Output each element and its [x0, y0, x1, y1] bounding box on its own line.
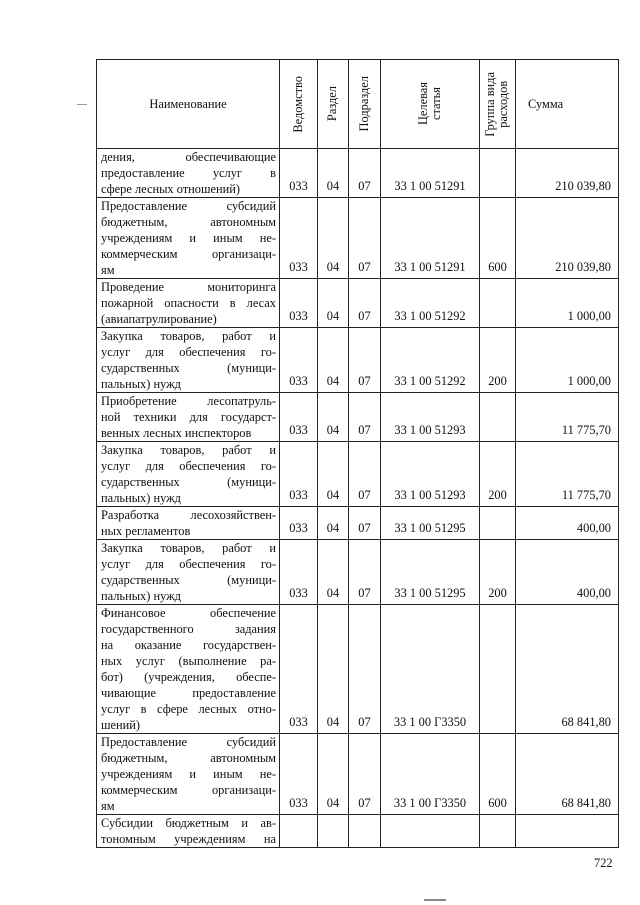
- item-name-line: ям: [101, 799, 115, 813]
- target-article: 33 1 00 51293: [381, 393, 480, 442]
- subsection-code: 07: [349, 442, 381, 507]
- item-name-line: тономным учреждениям на: [101, 832, 276, 846]
- header-sum: Сумма: [516, 60, 619, 149]
- item-name-line: ных регламентов: [101, 524, 191, 538]
- table-row: [97, 605, 619, 734]
- header-section: Раздел: [318, 60, 349, 149]
- table-row: [97, 328, 619, 393]
- expense-group: 200: [480, 328, 516, 393]
- section-code: 04: [318, 605, 349, 734]
- item-name: [97, 393, 280, 442]
- item-name-line: пальных) нужд: [101, 491, 181, 505]
- department-code: 033: [280, 734, 318, 815]
- item-name-line: бюджетным, автономным: [101, 215, 276, 229]
- header-row: [97, 60, 619, 149]
- department-code: 033: [280, 328, 318, 393]
- item-name-line: коммерческим организаци-: [101, 783, 276, 797]
- expense-group: 600: [480, 198, 516, 279]
- target-article: 33 1 00 Г3350: [381, 605, 480, 734]
- department-code: 033: [280, 507, 318, 540]
- item-name-line: Закупка товаров, работ и: [101, 329, 276, 343]
- expense-group: 200: [480, 442, 516, 507]
- table-row: [97, 507, 619, 540]
- item-name-line: ной техники для государст-: [101, 410, 276, 424]
- sum-value: 11 775,70: [516, 393, 619, 442]
- target-article: 33 1 00 51291: [381, 198, 480, 279]
- item-name-line: на оказание государствен-: [101, 638, 276, 652]
- item-name-line: предоставление услуг в: [101, 166, 276, 180]
- sum-value: 11 775,70: [516, 442, 619, 507]
- item-name-line: Приобретение лесопатруль-: [101, 394, 276, 408]
- section-code: 04: [318, 393, 349, 442]
- department-code: 033: [280, 540, 318, 605]
- item-name-line: Закупка товаров, работ и: [101, 541, 276, 555]
- table-row: [97, 279, 619, 328]
- sum-value: 400,00: [516, 507, 619, 540]
- target-article: 33 1 00 51291: [381, 149, 480, 198]
- expense-group: [480, 393, 516, 442]
- target-article: 33 1 00 51295: [381, 540, 480, 605]
- table-row: [97, 393, 619, 442]
- sum-value: 1 000,00: [516, 328, 619, 393]
- subsection-code: 07: [349, 393, 381, 442]
- target-article: [381, 815, 480, 848]
- item-name-line: Закупка товаров, работ и: [101, 443, 276, 457]
- department-code: 033: [280, 279, 318, 328]
- item-name-line: услуг для обеспечения го-: [101, 345, 276, 359]
- table-row: [97, 540, 619, 605]
- item-name-line: Субсидии бюджетным и ав-: [101, 816, 276, 830]
- department-code: 033: [280, 393, 318, 442]
- section-code: 04: [318, 540, 349, 605]
- expense-group: [480, 507, 516, 540]
- sum-value: 210 039,80: [516, 198, 619, 279]
- sum-value: 68 841,80: [516, 734, 619, 815]
- item-name-line: (авиапатрулирование): [101, 312, 217, 326]
- item-name-line: пожарной опасности в лесах: [101, 296, 276, 310]
- table-row: [97, 198, 619, 279]
- item-name-line: Проведение мониторинга: [101, 280, 276, 294]
- table-body: [97, 149, 619, 848]
- header-expense-group: Группа вида расходов: [480, 60, 516, 149]
- department-code: [280, 815, 318, 848]
- item-name-line: пальных) нужд: [101, 589, 181, 603]
- item-name-line: ных услуг (выполнение ра-: [101, 654, 276, 668]
- section-code: 04: [318, 734, 349, 815]
- table-row: [97, 149, 619, 198]
- item-name: [97, 734, 280, 815]
- item-name-line: Предоставление субсидий: [101, 735, 276, 749]
- section-code: 04: [318, 507, 349, 540]
- item-name: [97, 815, 280, 848]
- item-name-line: учреждениям и иным не-: [101, 231, 276, 245]
- item-name-line: услуг в сфере лесных отно-: [101, 702, 276, 716]
- department-code: 033: [280, 442, 318, 507]
- margin-mark: [77, 104, 87, 105]
- expense-group: [480, 149, 516, 198]
- item-name-line: Разработка лесохозяйствен-: [101, 508, 276, 522]
- item-name-line: пальных) нужд: [101, 377, 181, 391]
- subsection-code: 07: [349, 540, 381, 605]
- expense-group: 600: [480, 734, 516, 815]
- item-name-line: услуг для обеспечения го-: [101, 557, 276, 571]
- item-name: [97, 149, 280, 198]
- section-code: 04: [318, 442, 349, 507]
- subsection-code: 07: [349, 605, 381, 734]
- department-code: 033: [280, 149, 318, 198]
- item-name-line: учреждениям и иным не-: [101, 767, 276, 781]
- item-name-line: ям: [101, 263, 115, 277]
- header-subsection: Подраздел: [349, 60, 381, 149]
- target-article: 33 1 00 51292: [381, 328, 480, 393]
- item-name-line: Предоставление субсидий: [101, 199, 276, 213]
- department-code: 033: [280, 605, 318, 734]
- header-target-article: Целевая статья: [381, 60, 480, 149]
- subsection-code: 07: [349, 149, 381, 198]
- table-row: [97, 442, 619, 507]
- target-article: 33 1 00 51292: [381, 279, 480, 328]
- item-name: [97, 442, 280, 507]
- item-name-line: дения, обеспечивающие: [101, 150, 276, 164]
- expense-group: [480, 605, 516, 734]
- item-name-line: государственного задания: [101, 622, 276, 636]
- subsection-code: 07: [349, 734, 381, 815]
- subsection-code: 07: [349, 198, 381, 279]
- item-name-line: сударственных (муници-: [101, 573, 276, 587]
- section-code: 04: [318, 198, 349, 279]
- section-code: 04: [318, 328, 349, 393]
- item-name-line: шений): [101, 718, 141, 732]
- section-code: 04: [318, 149, 349, 198]
- expense-group: [480, 279, 516, 328]
- target-article: 33 1 00 51293: [381, 442, 480, 507]
- item-name-line: сударственных (муници-: [101, 475, 276, 489]
- target-article: 33 1 00 51295: [381, 507, 480, 540]
- target-article: 33 1 00 Г3350: [381, 734, 480, 815]
- section-code: [318, 815, 349, 848]
- subsection-code: 07: [349, 328, 381, 393]
- item-name-line: сфере лесных отношений): [101, 182, 241, 196]
- item-name-line: венных лесных инспекторов: [101, 426, 252, 440]
- sum-value: 210 039,80: [516, 149, 619, 198]
- page-number: 722: [594, 856, 613, 870]
- subsection-code: 07: [349, 279, 381, 328]
- item-name-line: сударственных (муници-: [101, 361, 276, 375]
- sum-value: [516, 815, 619, 848]
- sum-value: 1 000,00: [516, 279, 619, 328]
- expense-group: 200: [480, 540, 516, 605]
- department-code: 033: [280, 198, 318, 279]
- item-name-line: Финансовое обеспечение: [101, 606, 276, 620]
- item-name: [97, 328, 280, 393]
- item-name: [97, 605, 280, 734]
- header-department: Ведомство: [280, 60, 318, 149]
- budget-table: [96, 59, 619, 848]
- item-name: [97, 507, 280, 540]
- item-name: [97, 279, 280, 328]
- subsection-code: 07: [349, 507, 381, 540]
- item-name-line: бот) (учреждения, обеспе-: [101, 670, 276, 684]
- item-name: [97, 540, 280, 605]
- item-name: [97, 198, 280, 279]
- item-name-line: услуг для обеспечения го-: [101, 459, 276, 473]
- section-code: 04: [318, 279, 349, 328]
- item-name-line: бюджетным, автономным: [101, 751, 276, 765]
- scan-mark: [424, 899, 446, 901]
- item-name-line: чивающие предоставление: [101, 686, 276, 700]
- sum-value: 400,00: [516, 540, 619, 605]
- expense-group: [480, 815, 516, 848]
- header-name: Наименование: [97, 60, 280, 149]
- table-row: [97, 815, 619, 848]
- table-row: [97, 734, 619, 815]
- subsection-code: [349, 815, 381, 848]
- item-name-line: коммерческим организаци-: [101, 247, 276, 261]
- sum-value: 68 841,80: [516, 605, 619, 734]
